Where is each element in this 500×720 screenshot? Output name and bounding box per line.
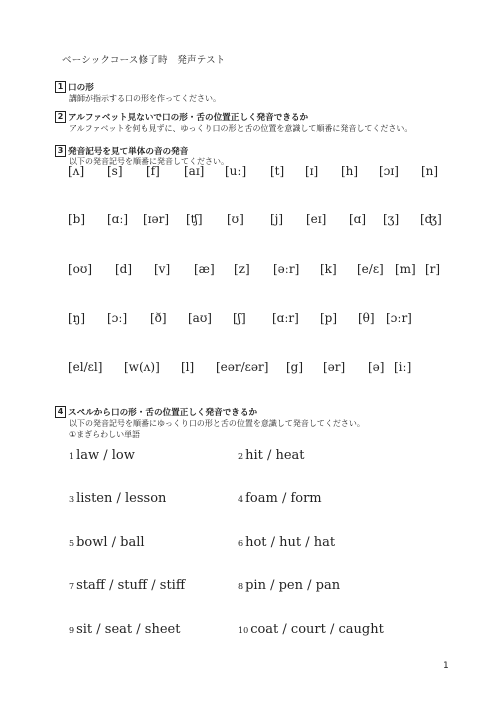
ipa-symbol: [ŋ]: [68, 311, 86, 325]
ipa-symbol: [uː]: [225, 164, 247, 178]
section-1-description: 講師が指示する口の形を作ってください。: [69, 94, 221, 103]
ipa-symbol: [h]: [341, 164, 359, 178]
section-2-number: 2: [55, 111, 66, 123]
word-pair-text: sit / seat / sheet: [76, 622, 181, 637]
word-pair-number: 7: [69, 582, 75, 591]
ipa-symbol: [el/ɛl]: [68, 360, 103, 374]
page-number: 1: [443, 661, 449, 671]
ipa-symbol: [ð]: [150, 311, 167, 325]
ipa-symbol: [θ]: [358, 311, 375, 325]
word-pair-1: [69, 448, 135, 463]
word-pair-number: 6: [238, 539, 244, 548]
section-1-heading: [55, 81, 94, 93]
word-pair-3: [69, 491, 166, 506]
ipa-symbol: [ɑː]: [107, 212, 129, 226]
ipa-symbol: [s]: [107, 164, 123, 178]
word-pair-text: listen / lesson: [76, 491, 167, 506]
ipa-symbol: [ɑ]: [349, 212, 367, 226]
word-pair-5: [69, 535, 145, 550]
ipa-symbol: [ʌ]: [68, 164, 85, 178]
ipa-symbol: [ʃ]: [233, 311, 246, 325]
section-1-title: 口の形: [68, 83, 94, 93]
word-pair-4: [238, 491, 322, 506]
word-pair-text: hot / hut / hat: [245, 535, 336, 550]
ipa-symbol: [ə]: [368, 360, 385, 374]
word-pair-number: 4: [238, 495, 244, 504]
ipa-symbol: [ʧ]: [186, 212, 203, 226]
ipa-row-4: [0, 311, 500, 331]
section-4-title: スペルから口の形・舌の位置正しく発音できるか: [68, 408, 258, 418]
ipa-symbol: [r]: [425, 262, 441, 276]
page-title: ベーシックコース修了時 発声テスト: [62, 55, 226, 66]
word-pair-6: [238, 535, 335, 550]
word-pair-2: [238, 448, 305, 463]
ipa-symbol: [f]: [146, 164, 160, 178]
section-3-number: 3: [55, 145, 66, 157]
ipa-symbol: [d]: [115, 262, 133, 276]
word-pair-10: [238, 622, 384, 637]
ipa-symbol: [ɔɪ]: [379, 164, 399, 178]
ipa-row-1: [0, 164, 500, 184]
word-pair-number: 9: [69, 626, 75, 635]
ipa-symbol: [ɪər]: [143, 212, 170, 226]
word-pair-text: hit / heat: [245, 448, 305, 463]
section-4-number: 4: [55, 406, 66, 418]
word-pair-number: 5: [69, 539, 75, 548]
ipa-symbol: [ʒ]: [383, 212, 400, 226]
word-pair-number: 2: [238, 452, 244, 461]
section-4-subheading: ①まぎらわしい単語: [69, 430, 141, 439]
section-2-description: アルファベットを何も見ずに、ゆっくり口の形と舌の位置を意識して順番に発音してください。: [69, 124, 413, 133]
word-pair-text: bowl / ball: [76, 535, 145, 550]
ipa-row-3: [0, 262, 500, 282]
word-pair-text: coat / court / caught: [250, 622, 384, 637]
ipa-symbol: [p]: [320, 311, 338, 325]
ipa-symbol: [əːr]: [273, 262, 300, 276]
word-pair-text: law / low: [76, 448, 135, 463]
ipa-symbol: [w(ʌ)]: [124, 360, 160, 374]
ipa-symbol: [oʊ]: [68, 262, 93, 276]
word-pair-number: 8: [238, 582, 244, 591]
ipa-row-5: [0, 360, 500, 380]
ipa-symbol: [æ]: [194, 262, 215, 276]
ipa-symbol: [ər]: [323, 360, 346, 374]
ipa-symbol: [l]: [181, 360, 195, 374]
ipa-symbol: [e/ɛ]: [357, 262, 384, 276]
ipa-symbol: [eɪ]: [306, 212, 327, 226]
ipa-symbol: [k]: [320, 262, 337, 276]
ipa-symbol: [ɔːr]: [386, 311, 412, 325]
ipa-symbol: [m]: [395, 262, 416, 276]
ipa-symbol: [j]: [270, 212, 284, 226]
section-4-description: 以下の発音記号を順番にゆっくり口の形と舌の位置を意識して発音してください。: [69, 419, 365, 428]
word-pair-text: foam / form: [245, 491, 322, 506]
section-4-heading: [55, 406, 257, 418]
word-pair-9: [69, 622, 180, 637]
ipa-symbol: [g]: [286, 360, 304, 374]
word-pair-number: 1: [69, 452, 75, 461]
ipa-symbol: [ɪ]: [305, 164, 319, 178]
ipa-symbol: [aɪ]: [184, 164, 205, 178]
ipa-symbol: [eər/ɛər]: [216, 360, 269, 374]
word-pair-number: 10: [238, 626, 249, 635]
ipa-symbol: [t]: [270, 164, 285, 178]
ipa-symbol: [ɑːr]: [272, 311, 299, 325]
ipa-symbol: [b]: [68, 212, 86, 226]
ipa-row-2: [0, 212, 500, 232]
ipa-symbol: [v]: [154, 262, 171, 276]
ipa-symbol: [ʊ]: [227, 212, 244, 226]
ipa-symbol: [ɔː]: [107, 311, 128, 325]
ipa-symbol: [iː]: [394, 360, 412, 374]
word-pair-8: [238, 578, 340, 593]
section-2-heading: [55, 111, 308, 123]
ipa-symbol: [aʊ]: [188, 311, 212, 325]
word-pair-text: staff / stuff / stiff: [76, 578, 186, 593]
section-2-title: アルファベット見ないで口の形・舌の位置正しく発音できるか: [68, 113, 309, 123]
word-pair-7: [69, 578, 185, 593]
ipa-symbol: [ʤ]: [420, 212, 442, 226]
section-3-title: 発音記号を見て単体の音の発音: [68, 147, 189, 157]
section-3-description: 以下の発音記号を順番に発音してください。: [69, 157, 229, 166]
word-pair-text: pin / pen / pan: [245, 578, 341, 593]
word-pair-number: 3: [69, 495, 75, 504]
ipa-symbol: [z]: [234, 262, 250, 276]
section-1-number: 1: [55, 81, 66, 93]
ipa-symbol: [n]: [421, 164, 439, 178]
